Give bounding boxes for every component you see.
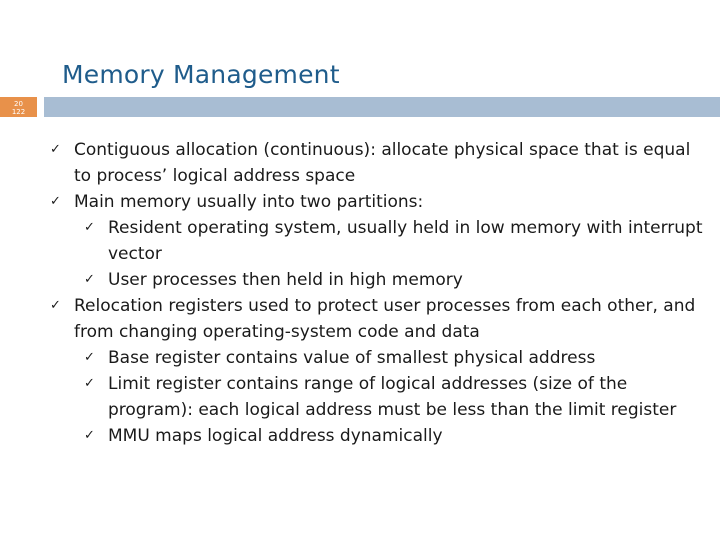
list-item-text: MMU maps logical address dynamically: [108, 426, 443, 446]
list-item: [48, 293, 708, 345]
list-item-text: Relocation registers used to protect user processes from each other, and from changing operating-system code and data: [74, 296, 696, 342]
checkmark-icon: ✓: [84, 272, 95, 287]
slide-body: [48, 137, 708, 449]
bullet-list: [48, 137, 708, 449]
list-item: [48, 345, 708, 371]
checkmark-icon: ✓: [84, 428, 95, 443]
slide-number-badge: [0, 97, 37, 117]
list-item-text: Base register contains value of smallest physical address: [108, 348, 596, 368]
checkmark-icon: ✓: [50, 298, 61, 313]
checkmark-icon: ✓: [50, 142, 61, 157]
list-item: [48, 137, 708, 189]
list-item-text: Limit register contains range of logical addresses (size of the program): each logical address must be less than the limit register: [108, 374, 677, 420]
list-item: [48, 267, 708, 293]
checkmark-icon: ✓: [50, 194, 61, 209]
checkmark-icon: ✓: [84, 220, 95, 235]
list-item-text: User processes then held in high memory: [108, 270, 463, 290]
list-item: [48, 423, 708, 449]
checkmark-icon: ✓: [84, 376, 95, 391]
list-item: [48, 371, 708, 423]
slide-page-total: 122: [11, 108, 26, 116]
slide-page-current: 20: [14, 100, 23, 108]
list-item-text: Contiguous allocation (continuous): allocate physical space that is equal to process’ logical address space: [74, 140, 691, 186]
slide-title: Memory Management: [62, 60, 340, 89]
list-item: [48, 215, 708, 267]
list-item: [48, 189, 708, 215]
title-divider-bar: [44, 97, 720, 117]
list-item-text: Main memory usually into two partitions:: [74, 192, 424, 212]
list-item-text: Resident operating system, usually held in low memory with interrupt vector: [108, 218, 703, 264]
checkmark-icon: ✓: [84, 350, 95, 365]
